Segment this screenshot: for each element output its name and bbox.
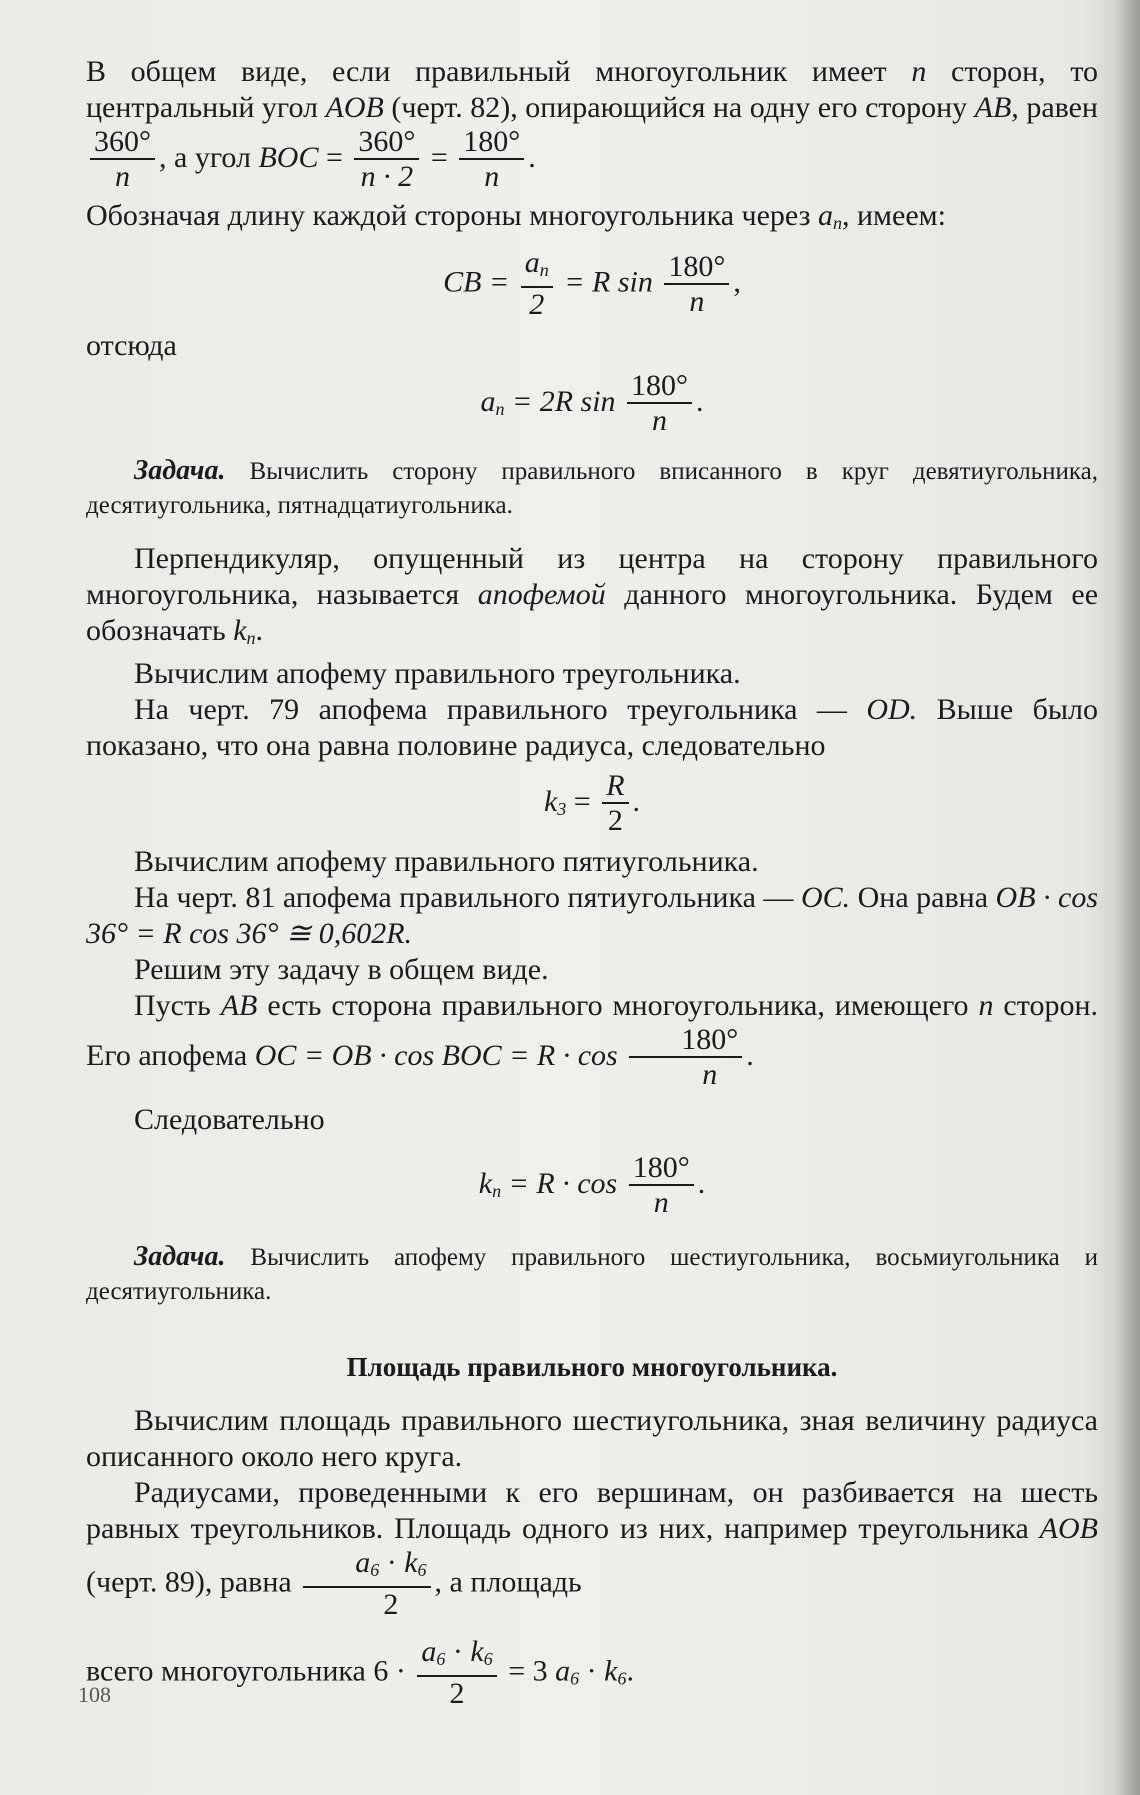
text-body bbox=[86, 54, 1098, 1711]
fraction-180-n: $\frac{180^\circ}{n}$ bbox=[459, 126, 524, 194]
formula-an: $a_n = 2R$ sin $\frac{180^\circ}{n}$ . bbox=[480, 369, 704, 437]
paragraph-triangle: Вычислим апофему правильного треугольника. bbox=[134, 657, 741, 690]
paragraph-general: В общем виде, если правильный многоугольник имеет n сторон, то центральный угол AOB (черт. 82), опирающийся на одну его сторону AB, равен $\frac{360^\circ}{n}$ , а угол BOC = $\frac{360^\circ}{n \cdot 2}$ = $\frac{180^\circ}{n}$ . bbox=[86, 55, 1099, 193]
section-heading: Площадь правильного многоугольника. bbox=[346, 1352, 838, 1382]
paragraph-let-ab: Пусть AB есть сторона правильного многоугольника, имеющего n сторон. Его апофема OC = OB · cos BOC = R · cos $\frac{180^\circ}{n}$ . bbox=[86, 989, 1099, 1091]
paragraph-apothem-def: Перпендикуляр, опущенный из центра на сторону правильного многоугольника, называется апофемой данного многоугольника. Будем ее обозначать $k_n$. bbox=[86, 542, 1099, 648]
page-number: 108 bbox=[78, 1682, 111, 1707]
fraction-360-2n: $\frac{360^\circ}{n \cdot 2}$ bbox=[354, 126, 419, 194]
paragraph-chert81: На черт. 81 апофема правильного пятиугольника — OC. Она равна OB · cos 36° = R cos 36° ≅ 0,602R. bbox=[86, 881, 1099, 950]
paragraph-notation: Обозначая длину каждой стороны многоугольника через $a_n$, имеем: bbox=[86, 199, 946, 233]
task-2: Задача. Вычислить апофему правильного шестиугольника, восьмиугольника и десятиугольника. bbox=[86, 1241, 1099, 1305]
paragraph-general-case: Решим эту задачу в общем виде. bbox=[134, 953, 549, 986]
word-sledovatelno: Следовательно bbox=[134, 1103, 325, 1136]
page-edge-shadow bbox=[1114, 0, 1140, 1795]
fraction-360-n: $\frac{360^\circ}{n}$ bbox=[90, 126, 155, 194]
word-otsyuda: отсюда bbox=[86, 329, 177, 362]
formula-kn: $k_n = R \cdot \cos$ $\frac{180^\circ}{n}$ . bbox=[478, 1151, 706, 1219]
paragraph-hexagon-area: Вычислим площадь правильного шестиугольника, зная величину радиуса описанного около него круга. bbox=[86, 1404, 1098, 1473]
paragraph-chert79: На черт. 79 апофема правильного треугольника — OD. Выше было показано, что она равна половине радиуса, следовательно bbox=[86, 693, 1098, 762]
paragraph-radii: Радиусами, проведенными к его вершинам, он разбивается на шесть равных треугольников. Площадь одного из них, например треугольника AOB (черт. 89), равна $\frac{a_6 \cdot k_6}{2}$ , а площадь bbox=[86, 1476, 1098, 1621]
paragraph-pentagon: Вычислим апофему правильного пятиугольника. bbox=[134, 845, 759, 878]
task-1: Задача. Вычислить сторону правильного вписанного в круг девятиугольника, десятиугольника, пятнадцатиугольника. bbox=[86, 455, 1099, 519]
formula-k3: $k_3$ = $\frac{R}{2}$ . bbox=[543, 769, 641, 837]
formula-cb: CB = $\frac{a_n}{2}$ = R sin $\frac{180^\circ}{n}$ , bbox=[443, 246, 741, 321]
paragraph-total-area: всего многоугольника 6 · $\frac{a_6 \cdot k_6}{2}$ = 3 $a_6 \cdot k_6$. bbox=[86, 1635, 634, 1710]
